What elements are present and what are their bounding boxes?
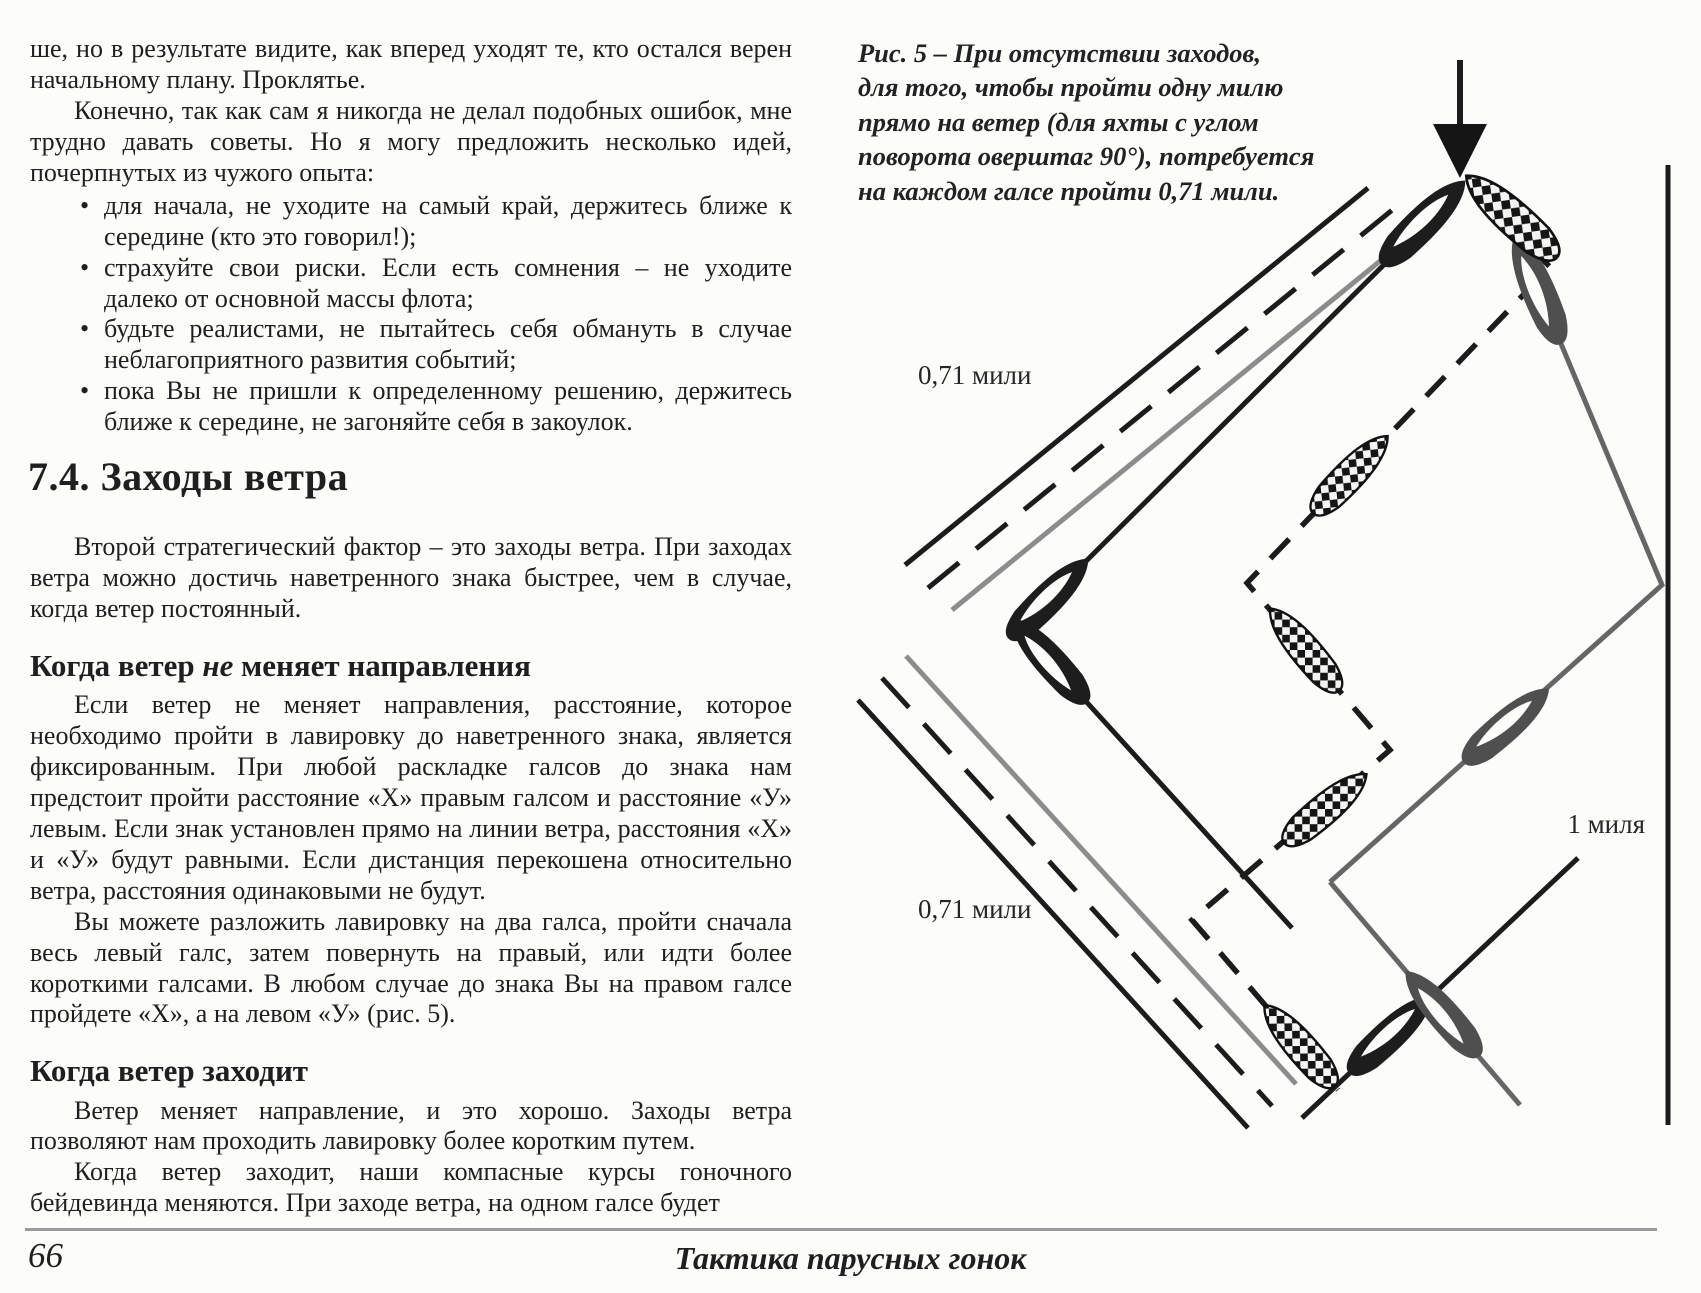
figure-caption <box>858 36 1328 208</box>
short-tack-course <box>1192 182 1550 1090</box>
section-paragraph: Второй стратегический фактор – это заходы ветра. При заходах ветра можно достичь наветренного знака быстрее, чем в случае, когда ветер постоянный. <box>30 532 792 624</box>
subsection-heading-steady-wind <box>30 649 792 683</box>
body-paragraph: Когда ветер заходит, наши компасные курсы гоночного бейдевинда меняются. При заходе ветра, на одном галсе будет <box>30 1157 792 1218</box>
dark-boat <box>1370 169 1477 276</box>
continuation-paragraph: ше, но в результате видите, как вперед уходят те, кто остался верен начальному плану. Проклятье. <box>30 34 792 94</box>
checkered-boat <box>1275 763 1377 855</box>
advice-item: • будьте реалистами, не пытайтесь себя обмануть в случае неблагоприятного развития событий; <box>78 314 792 376</box>
checkered-boat <box>1259 599 1351 701</box>
gray-boat <box>1453 677 1559 775</box>
wind-arrow-icon <box>1433 60 1487 178</box>
footer-rule <box>25 1228 1657 1231</box>
body-paragraph: Если ветер не меняет направления, расстояние, которое необходимо пройти в лавировку до наветренного знака, является фиксированным. При любой раскладке галсов до знака нам предстоит пройти расстояние «Х» правым галсом и расстояние «У» левым. Если знак установлен прямо на линии ветра, расстояния «Х» и «У» будут равными. Если дистанция перекошена относительно ветра, расстояния одинаковыми не будут. <box>30 690 792 905</box>
body-text-column <box>30 34 792 1219</box>
heading-text: Когда ветер <box>30 648 203 683</box>
body-paragraph: Вы можете разложить лавировку на два галса, пройти сначала весь левый галс, затем повернуть на правый, или идти более короткими галсами. В любом случае до знака Вы на правом галсе пройдете «Х», а на левом «У» (рис. 5). <box>30 906 792 1029</box>
starboard-tack-leg-bundle <box>858 656 1296 1128</box>
running-title: Тактика парусных гонок <box>674 1240 1027 1276</box>
checkered-boat <box>1302 426 1398 524</box>
caption-line: для того, чтобы пройти одну милю <box>858 72 1284 103</box>
checkered-boat <box>1253 995 1346 1096</box>
advice-item: • пока Вы не пришли к определенному решению, держитесь ближе к середине, не загоняйте себя в закоулок. <box>78 376 792 438</box>
caption-line: на каждом галсе пройти 0,71 мили. <box>858 175 1280 206</box>
caption-line: прямо на ветер (для яхты с углом <box>858 106 1259 137</box>
subsection-heading-wind-shift: Когда ветер заходит <box>30 1053 309 1089</box>
distance-label-bottom: 0,71 мили <box>918 894 1032 924</box>
advice-item: • страхуйте свои риски. Если есть сомнения – не уходите далеко от основной массы флота; <box>78 253 792 315</box>
body-paragraph: Ветер меняет направление, и это хорошо. Заходы ветра позволяют нам проходить лавировку более коротким путем. <box>30 1095 792 1156</box>
intro-paragraph: Конечно, так как сам я никогда не делал подобных ошибок, мне трудно давать советы. Но я могу предложить несколько идей, почерпнутых из чужого опыта: <box>30 95 792 187</box>
checkered-boat <box>1455 163 1569 270</box>
distance-label-top: 0,71 мили <box>918 360 1032 390</box>
port-tack-leg-bundle <box>905 188 1455 610</box>
section-heading: 7.4. Заходы ветра <box>28 454 349 500</box>
caption-line: поворота оверштаг 90°), потребуется <box>858 141 1315 172</box>
advice-list <box>30 191 792 439</box>
heading-emphasis: не <box>202 648 234 683</box>
caption-line: Рис. 5 – При отсутствии заходов, <box>858 38 1261 68</box>
dark-boat <box>1000 608 1099 713</box>
page-number: 66 <box>28 1236 63 1275</box>
distance-label-upwind: 1 миля <box>1567 809 1645 839</box>
heading-text: меняет направления <box>233 648 531 683</box>
advice-item: • для начала, не уходите на самый край, держитесь ближе к середине (кто это говорил!); <box>78 191 792 253</box>
